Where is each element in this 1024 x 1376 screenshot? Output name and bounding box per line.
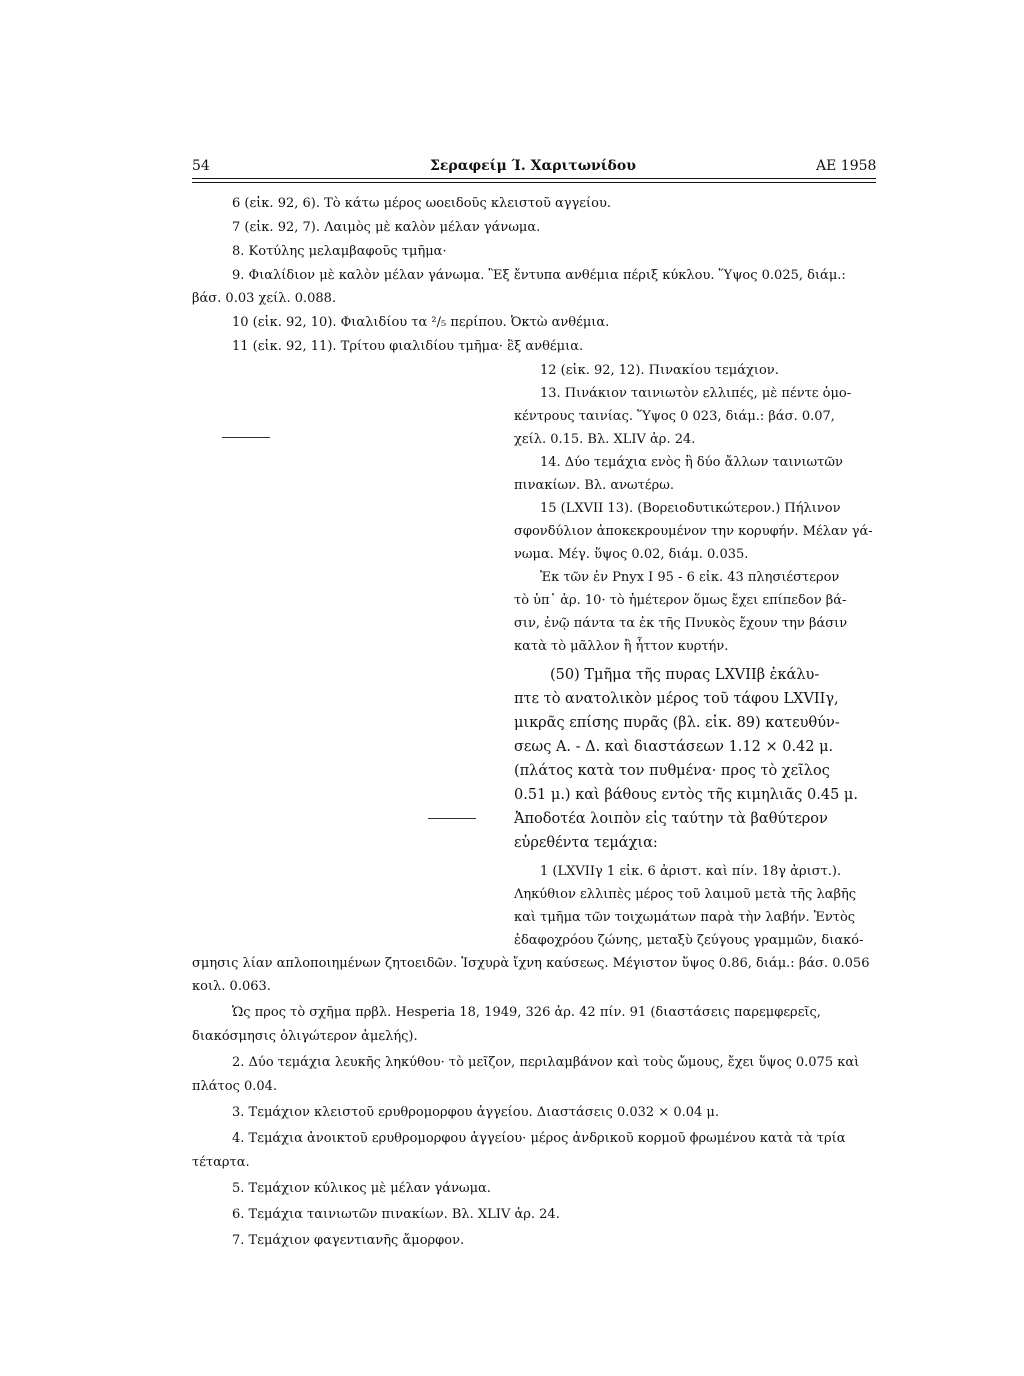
text-line: κοιλ. 0.063. [192,979,271,994]
text-line: 6. Τεμάχια ταινιωτῶν πινακίων. Βλ. XLIV ἀρ. 24. [232,1207,560,1222]
text-line: 2. Δύο τεμάχια λευκῆς ληκύθου· τὸ μεῖζον, περιλαμβάνον καὶ τοὺς ὤμους, ἔχει ὕψος 0.075 καὶ [232,1055,860,1070]
text-line: Ἐκ τῶν ἐν Pnyx I 95 - 6 εἰκ. 43 πλησιέστερον [540,570,840,585]
text-line: κέντρους ταινίας. Ὕψος 0 023, διάμ.: βάσ. 0.07, [514,409,835,424]
text-line: 7 (εἰκ. 92, 7). Λαιμὸς μὲ καλὸν μέλαν γάνωμα. [232,220,541,235]
header-rule-top [192,178,876,179]
text-line: πλάτος 0.04. [192,1079,278,1094]
text-line: νωμα. Μέγ. ὕψος 0.02, διάμ. 0.035. [514,547,749,562]
text-line: 7. Τεμάχιον φαγεντιανῆς ἄμορφον. [232,1233,465,1248]
figure-placeholder-rule [428,818,476,819]
text-line: διακόσμησις ὀλιγώτερον ἀμελής). [192,1029,418,1044]
text-line: ἐδαφοχρόου ζώνης, μεταξὺ ζεύγους γραμμῶν, διακό- [514,933,864,948]
text-line: εὑρεθέντα τεμάχια: [514,835,658,851]
text-line: 12 (εἰκ. 92, 12). Πινακίου τεμάχιον. [540,363,779,378]
text-line: πινακίων. Βλ. ανωτέρω. [514,478,674,493]
text-line: βάσ. 0.03 χείλ. 0.088. [192,291,337,306]
text-line: σφονδύλιον ἀποκεκρουμένον την κορυφήν. Μέλαν γά- [514,524,873,539]
text-line: 10 (εἰκ. 92, 10). Φιαλιδίου τα ²/₅ περίπου. Ὀκτὼ ανθέμια. [232,315,610,330]
text-line: 15 (LXVII 13). (Βορειοδυτικώτερον.) Πήλινον [540,501,841,516]
text-line: Ὡς προς τὸ σχῆμα πρβλ. Hesperia 18, 1949, 326 ἀρ. 42 πίν. 91 (διαστάσεις παρεμφερεῖς, [232,1005,821,1020]
text-line: Ληκύθιον ελλιπὲς μέρος τοῦ λαιμοῦ μετὰ τῆς λαβῆς [514,887,857,902]
text-line: Ἀποδοτέα λοιπὸν εἰς ταύτην τὰ βαθύτερον [514,811,828,827]
text-line: 11 (εἰκ. 92, 11). Τρίτου φιαλιδίου τμῆμα· ἓξ ανθέμια. [232,339,584,354]
text-line: 1 (LXVIIγ 1 εἰκ. 6 ἀριστ. καὶ πίν. 18γ ἀριστ.). [540,864,842,879]
text-line: μικρᾶς επίσης πυρᾶς (βλ. εἰκ. 89) κατευθύν- [514,715,840,731]
text-line: (50) Τμῆμα τῆς πυρας LXVIIβ ἐκάλυ- [550,667,820,683]
text-line: 13. Πινάκιον ταινιωτὸν ελλιπές, μὲ πέντε ὁμο- [540,386,852,401]
text-line: χείλ. 0.15. Βλ. XLIV ἀρ. 24. [514,432,696,447]
text-line: καὶ τμῆμα τῶν τοιχωμάτων παρὰ τὴν λαβήν. Ἐντὸς [514,910,856,925]
text-line: (πλάτος κατὰ τον πυθμένα· προς τὸ χεῖλος [514,763,830,779]
text-line: 9. Φιαλίδιον μὲ καλὸν μέλαν γάνωμα. Ἓξ ἔντυπα ανθέμια πέριξ κύκλου. Ὕψος 0.025, διάμ.: [232,268,846,283]
text-line: κατὰ τὸ μᾶλλον ἢ ἧττον κυρτήν. [514,639,729,654]
text-line: τέταρτα. [192,1155,250,1170]
text-line: πτε τὸ ανατολικὸν μέρος τοῦ τάφου LXVIIγ, [514,691,839,707]
text-line: σιν, ἐνῷ πάντα τα ἐκ τῆς Πνυκὸς ἔχουν την βάσιν [514,616,848,631]
page-number: 54 [192,158,210,174]
text-line: 5. Τεμάχιον κύλικος μὲ μέλαν γάνωμα. [232,1181,491,1196]
running-head-author: Σεραφείμ Ί. Χαριτωνίδου [430,158,636,174]
text-line: τὸ ὑπ᾽ ἀρ. 10· τὸ ἡμέτερον ὅμως ἔχει επίπεδον βά- [514,593,847,608]
text-line: 3. Τεμάχιον κλειστοῦ ερυθρομορφου ἀγγείου. Διαστάσεις 0.032 × 0.04 μ. [232,1105,719,1120]
text-line: σεως Α. - Δ. καὶ διαστάσεων 1.12 × 0.42 μ. [514,739,834,755]
text-line: 0.51 μ.) καὶ βάθους εντὸς τῆς κιμηλιᾶς 0.45 μ. [514,787,858,803]
text-line: 8. Κοτύλης μελαμβαφοῦς τμῆμα· [232,244,447,259]
text-line: 4. Τεμάχια ἀνοικτοῦ ερυθρομορφου ἀγγείου· μέρος ἀνδρικοῦ κορμοῦ ϕρωμένου κατὰ τὰ τρία [232,1131,846,1146]
text-line: 6 (εἰκ. 92, 6). Τὸ κάτω μέρος ωοειδοῦς κλειστοῦ αγγείου. [232,196,611,211]
figure-placeholder-rule [222,437,270,438]
running-head-journal: ΑΕ 1958 [816,158,877,174]
text-line: 14. Δύο τεμάχια ενὸς ἢ δύο ἄλλων ταινιωτῶν [540,455,843,470]
text-line: σμησις λίαν απλοποιημένων ζητοειδῶν. Ἰσχυρὰ ἴχνη καύσεως. Μέγιστον ὕψος 0.86, διάμ.: βάσ. 0.056 [192,956,870,971]
header-rule-bottom [192,182,876,183]
